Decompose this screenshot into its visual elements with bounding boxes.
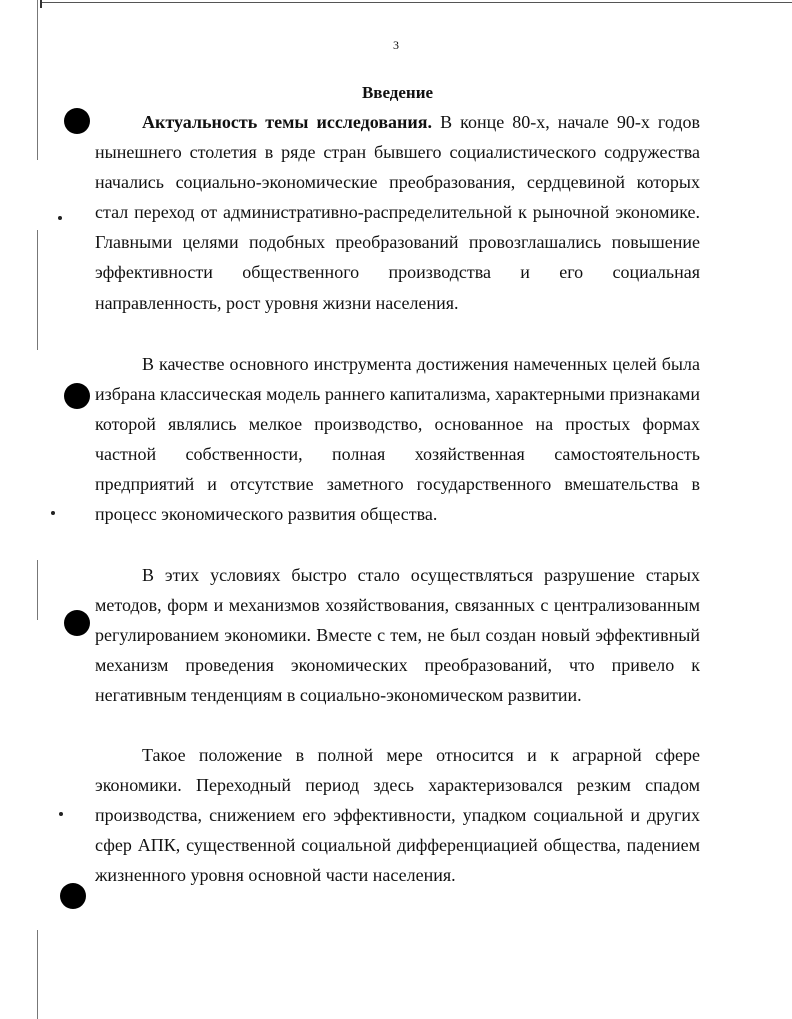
paragraph-1 (95, 107, 700, 318)
punch-hole (64, 383, 90, 409)
punch-hole (60, 883, 86, 909)
paragraph-text: В конце 80-х, начале 90-х годов нынешнего столетия в ряде стран бывшего социалистического содружества начались социально-экономические преобразования, сердцевиной которых стал переход от административно-распределительной к рыночной экономике. Главными целями подобных преобразований провозглашались повышение эффективности общественного производства и его социальная направленность, рост уровня жизни населения. (95, 112, 701, 313)
page-title: Введение (361, 83, 434, 102)
scan-top-edge (40, 2, 792, 3)
scan-speck (58, 216, 62, 220)
paragraph-2: В качестве основного инструмента достижения намеченных целей была избрана классическая модель раннего капитализма, характерными признаками которой являлись мелкое производство, основанное на простых формах частной собственности, полная хозяйственная самостоятельность предприятий и отсутствие заметного государственного вмешательства в процесс экономического развития общества. (95, 354, 700, 525)
paragraph-3: В этих условиях быстро стало осуществляться разрушение старых методов, форм и механизмов хозяйствования, связанных с централизованным регулированием экономики. Вместе с тем, не был создан новый эффективный механизм проведения экономических преобразований, что привело к негативным тенденциям в социально-экономическом развитии. (95, 565, 700, 706)
scan-corner-mark (40, 0, 42, 8)
page-number: 3 (393, 38, 399, 52)
scan-speck (59, 812, 63, 816)
scan-left-edge (37, 560, 38, 620)
scan-left-edge (37, 230, 38, 350)
scan-left-edge (37, 0, 38, 160)
punch-hole (64, 610, 90, 636)
scan-left-edge (37, 930, 38, 1019)
scan-speck (51, 511, 55, 515)
paragraph-4: Такое положение в полной мере относится и к аграрной сфере экономики. Переходный период здесь характеризовался резким спадом производства, снижением его эффективности, упадком социальной и других сфер АПК, существенной социальной дифференциацией общества, падением жизненного уровня основной части населения. (95, 745, 700, 886)
paragraph-lead: Актуальность темы исследования. (142, 112, 433, 132)
punch-hole (64, 108, 90, 134)
